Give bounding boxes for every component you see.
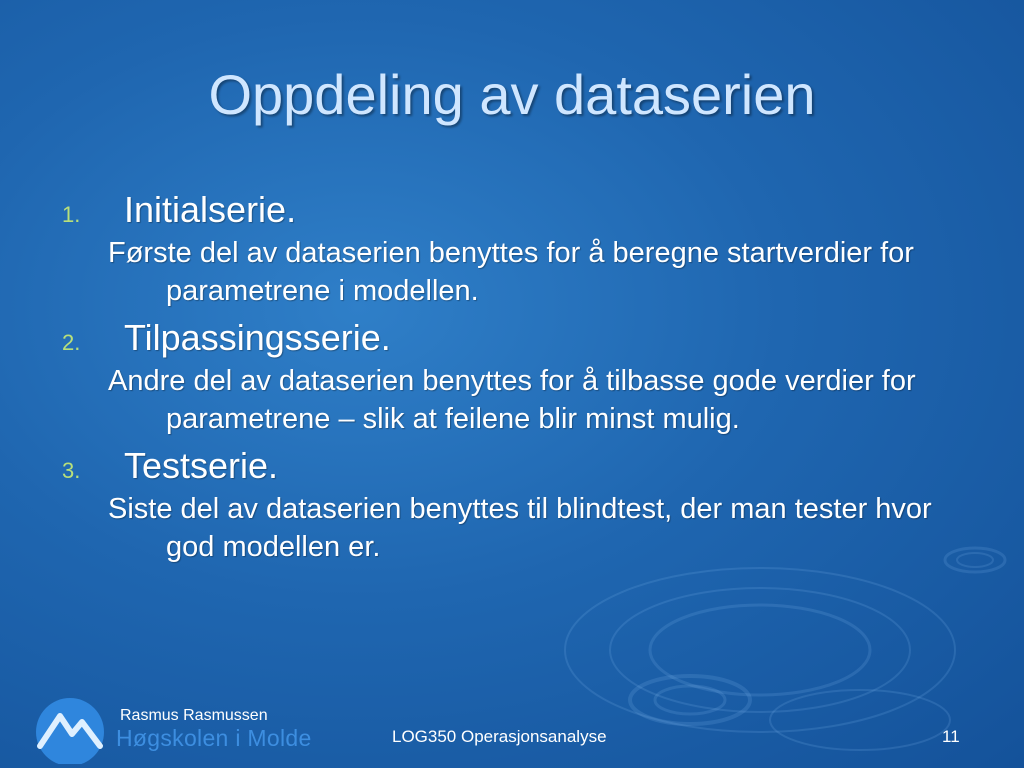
slide-title: Oppdeling av dataserien (208, 63, 816, 126)
school-logo-icon (30, 694, 110, 764)
footer-course: LOG350 Operasjonsanalyse (392, 727, 607, 746)
list-heading: Tilpassingsserie. (124, 317, 391, 358)
list-number: 2. (62, 330, 81, 355)
footer-author: Rasmus Rasmussen (120, 707, 268, 724)
list-description: Andre del av dataserien benyttes for å tilbasse gode verdier for parametrene – slik at feilene blir minst mulig. (108, 365, 916, 435)
numbered-list (60, 188, 990, 572)
list-heading: Initialserie. (124, 189, 297, 230)
list-item (60, 188, 990, 232)
list-description: Siste del av dataserien benyttes til blindtest, der man tester hvor god modellen er. (108, 493, 932, 563)
page-number: 11 (942, 727, 960, 746)
list-item (60, 316, 990, 360)
list-description: Første del av dataserien benyttes for å beregne startverdier for parametrene i modellen. (108, 237, 914, 307)
list-number: 1. (62, 202, 81, 227)
list-item (60, 444, 990, 488)
list-heading: Testserie. (124, 445, 279, 486)
footer-school-name: Høgskolen i Molde (116, 725, 312, 751)
list-number: 3. (62, 458, 81, 483)
